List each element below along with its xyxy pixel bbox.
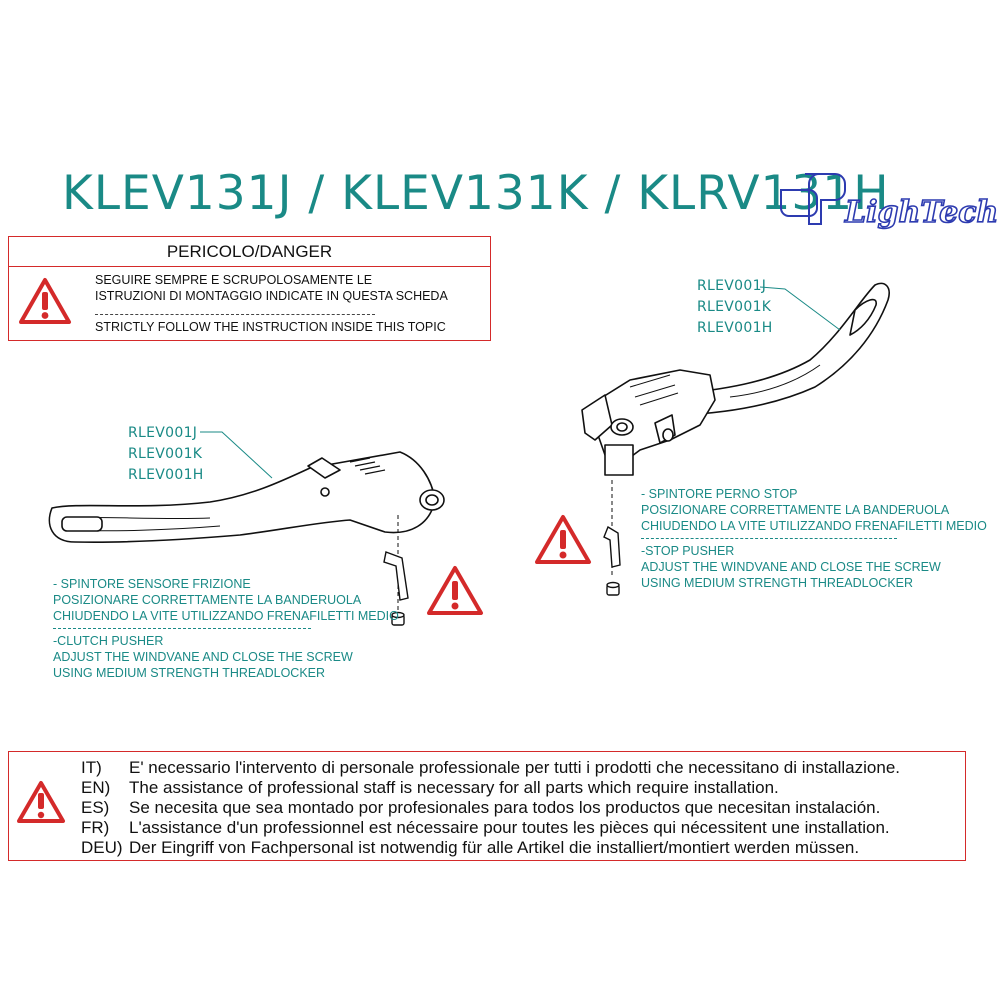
- lang-code-fr: FR): [81, 818, 110, 837]
- right-code-2: RLEV001K: [697, 299, 772, 315]
- warning-icon: [19, 277, 71, 325]
- danger-line-2: ISTRUZIONI DI MONTAGGIO INDICATE IN QUESTA SCHEDA: [95, 289, 448, 303]
- clutch-note-en-2: ADJUST THE WINDVANE AND CLOSE THE SCREW: [53, 649, 353, 664]
- left-code-list: [128, 423, 204, 486]
- lang-code-deu: DEU): [81, 838, 123, 857]
- stop-note-divider: [641, 538, 897, 539]
- right-code-list: [697, 276, 773, 339]
- danger-heading: PERICOLO/DANGER: [9, 237, 490, 267]
- clutch-pusher-note: [53, 576, 399, 681]
- left-code-3: RLEV001H: [128, 467, 204, 483]
- clutch-note-en-3: USING MEDIUM STRENGTH THREADLOCKER: [53, 666, 326, 681]
- clutch-note-en-1: -CLUTCH PUSHER: [53, 633, 164, 648]
- installation-row-deu: [81, 838, 859, 858]
- lang-text-en: The assistance of professional staff is necessary for all parts which require installation.: [129, 778, 779, 797]
- lang-code-it: IT): [81, 758, 102, 777]
- clutch-note-it-1: - SPINTORE SENSORE FRIZIONE: [53, 577, 251, 591]
- lang-text-fr: L'assistance d'un professionnel est nécessaire pour toutes les pièces qui nécessitent une installation.: [129, 818, 890, 837]
- danger-divider: [95, 314, 375, 315]
- installation-row-en: [81, 778, 779, 798]
- lang-code-es: ES): [81, 798, 110, 817]
- left-code-1: RLEV001J: [128, 425, 198, 441]
- lang-text-deu: Der Eingriff von Fachpersonal ist notwendig für alle Artikel die installiert/montiert werden müssen.: [129, 838, 860, 857]
- installation-row-it: [81, 758, 900, 778]
- right-code-3: RLEV001H: [697, 320, 773, 336]
- product-title: KLEV131J / KLEV131K / KLRV131H: [62, 166, 890, 221]
- lang-code-en: EN): [81, 778, 111, 797]
- installation-warning-icon: [17, 780, 65, 824]
- stop-note-en-3: USING MEDIUM STRENGTH THREADLOCKER: [641, 576, 914, 591]
- clutch-warning-icon: [425, 565, 485, 617]
- right-code-1: RLEV001J: [697, 278, 767, 294]
- lightech-logo: [775, 172, 999, 234]
- installation-row-es: [81, 798, 880, 818]
- lang-text-es: Se necesita que sea montado por profesionales para todos los productos que necesitan instalación.: [129, 798, 881, 817]
- stop-note-it-1: - SPINTORE PERNO STOP: [641, 487, 798, 501]
- stop-note-it-2: POSIZIONARE CORRETTAMENTE LA BANDERUOLA: [641, 503, 950, 518]
- lang-text-it: E' necessario l'intervento di personale professionale per tutti i prodotti che necessitano di installazione.: [129, 758, 900, 777]
- danger-line-1: SEGUIRE SEMPRE E SCRUPOLOSAMENTE LE: [95, 273, 373, 287]
- danger-line-3: STRICTLY FOLLOW THE INSTRUCTION INSIDE THIS TOPIC: [95, 320, 446, 334]
- stop-note-en-1: -STOP PUSHER: [641, 543, 735, 558]
- clutch-note-it-2: POSIZIONARE CORRETTAMENTE LA BANDERUOLA: [53, 593, 362, 608]
- installation-row-fr: [81, 818, 890, 838]
- installation-notice-box: [8, 751, 966, 861]
- logo-text: LighTech: [845, 195, 999, 230]
- stop-note-it-3: CHIUDENDO LA VITE UTILIZZANDO FRENAFILETTI MEDIO: [641, 519, 987, 534]
- danger-box: [8, 236, 491, 341]
- clutch-note-divider: [53, 628, 311, 629]
- stop-warning-icon: [533, 514, 593, 566]
- left-code-2: RLEV001K: [128, 446, 203, 462]
- stop-note-en-2: ADJUST THE WINDVANE AND CLOSE THE SCREW: [641, 559, 941, 574]
- stop-pusher-note: [641, 486, 987, 591]
- clutch-note-it-3: CHIUDENDO LA VITE UTILIZZANDO FRENAFILETTI MEDIO: [53, 609, 399, 624]
